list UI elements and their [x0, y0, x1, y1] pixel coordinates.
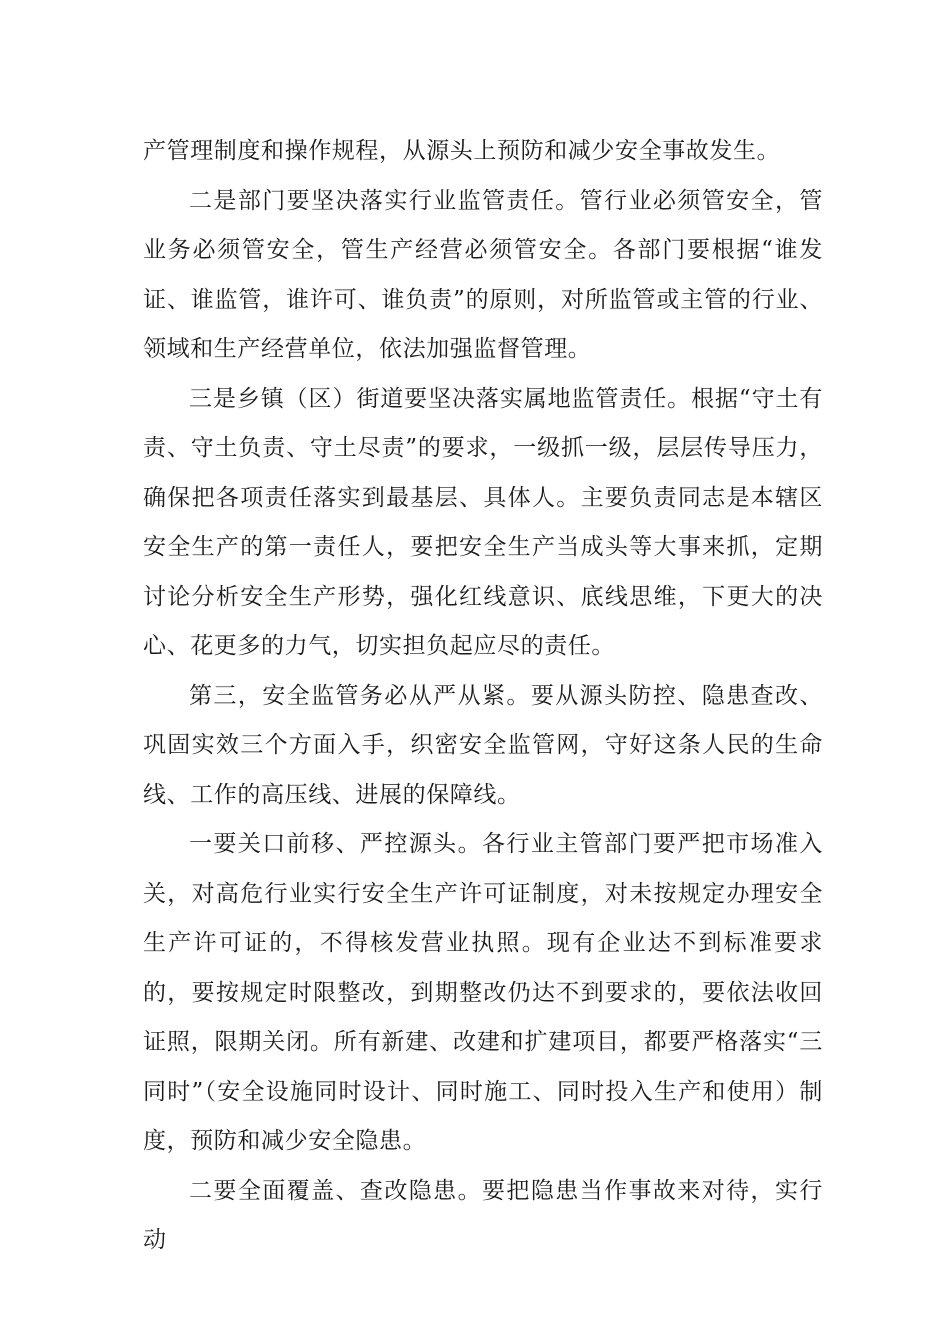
document-body — [143, 127, 823, 1266]
paragraph-department-responsibility: 二是部门要坚决落实行业监管责任。管行业必须管安全，管业务必须管安全，管生产经营必须管安全。各部门要根据“谁发证、谁监管，谁许可、谁负责”的原则，对所监管或主管的行业、领域和生产经营单位，依法加强监督管理。 — [143, 187, 823, 362]
paragraph-source-control: 一要关口前移、严控源头。各行业主管部门要严把市场准入关，对高危行业实行安全生产许可证制度，对未按规定办理安全生产许可证的，不得核发营业执照。现有企业达不到标准要求的，要按规定时限整改，到期整改仍达不到要求的，要依法收回证照，限期关闭。所有新建、改建和扩建项目，都要严格落实“三同时”（安全设施同时设计、同时施工、同时投入生产和使用）制度，预防和减少安全隐患。 — [143, 831, 823, 1154]
paragraph-continuation: 产管理制度和操作规程，从源头上预防和减少安全事故发生。 — [143, 138, 781, 164]
paragraph-hazard-inspection: 二要全面覆盖、查改隐患。要把隐患当作事故来对待，实行动 — [143, 1177, 823, 1253]
paragraph-third-point: 第三，安全监管务必从严从紧。要从源头防控、隐患查改、巩固实效三个方面入手，织密安全监管网，守好这条人民的生命线、工作的高压线、进展的保障线。 — [143, 682, 823, 808]
paragraph-territorial-responsibility: 三是乡镇（区）街道要坚决落实属地监管责任。根据“守土有责、守土负责、守土尽责”的要求，一级抓一级，层层传导压力，确保把各项责任落实到最基层、具体人。主要负责同志是本辖区安全生产的第一责任人，要把安全生产当成头等大事来抓，定期讨论分析安全生产形势，强化红线意识、底线思维，下更大的决心、花更多的力气，切实担负起应尽的责任。 — [143, 385, 823, 659]
